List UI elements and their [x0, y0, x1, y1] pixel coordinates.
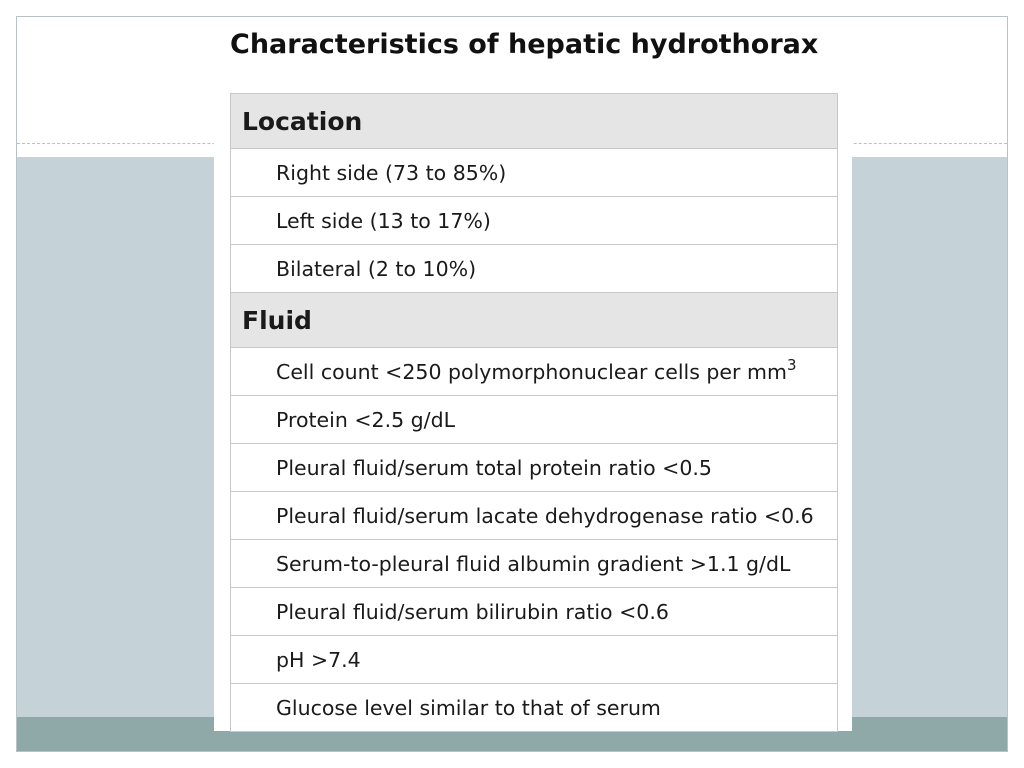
table-row: [231, 540, 838, 588]
table-row: [231, 444, 838, 492]
table-row: [231, 636, 838, 684]
table-cell: Pleural fluid/serum bilirubin ratio <0.6: [231, 588, 838, 636]
table-cell: Pleural fluid/serum lacate dehydrogenase ratio <0.6: [231, 492, 838, 540]
cell-count-text: Cell count <250 polymorphonuclear cells per mm: [276, 359, 787, 384]
table-cell: Right side (73 to 85%): [231, 149, 838, 197]
table-cell: Serum-to-pleural fluid albumin gradient >1.1 g/dL: [231, 540, 838, 588]
page-title: Characteristics of hepatic hydrothorax: [230, 29, 819, 60]
table-cell: pH >7.4: [231, 636, 838, 684]
content-card: [214, 17, 852, 731]
table-cell-cell-count: [231, 348, 838, 396]
table-cell: Protein <2.5 g/dL: [231, 396, 838, 444]
table-row: [231, 396, 838, 444]
table-row: [231, 348, 838, 396]
table-row: [231, 245, 838, 293]
section-header-location: Location: [231, 94, 838, 149]
table-row: [231, 492, 838, 540]
table-cell: Left side (13 to 17%): [231, 197, 838, 245]
section-header-fluid: Fluid: [231, 293, 838, 348]
table-row: [231, 684, 838, 732]
table-cell: Bilateral (2 to 10%): [231, 245, 838, 293]
slide: [16, 16, 1008, 752]
table-cell: Glucose level similar to that of serum: [231, 684, 838, 732]
table-section-header: [231, 94, 838, 149]
table-cell: Pleural fluid/serum total protein ratio <0.5: [231, 444, 838, 492]
characteristics-table: [230, 93, 838, 732]
cell-count-superscript: 3: [786, 355, 797, 374]
table-section-header: [231, 293, 838, 348]
table-row: [231, 588, 838, 636]
table-row: [231, 149, 838, 197]
table-row: [231, 197, 838, 245]
